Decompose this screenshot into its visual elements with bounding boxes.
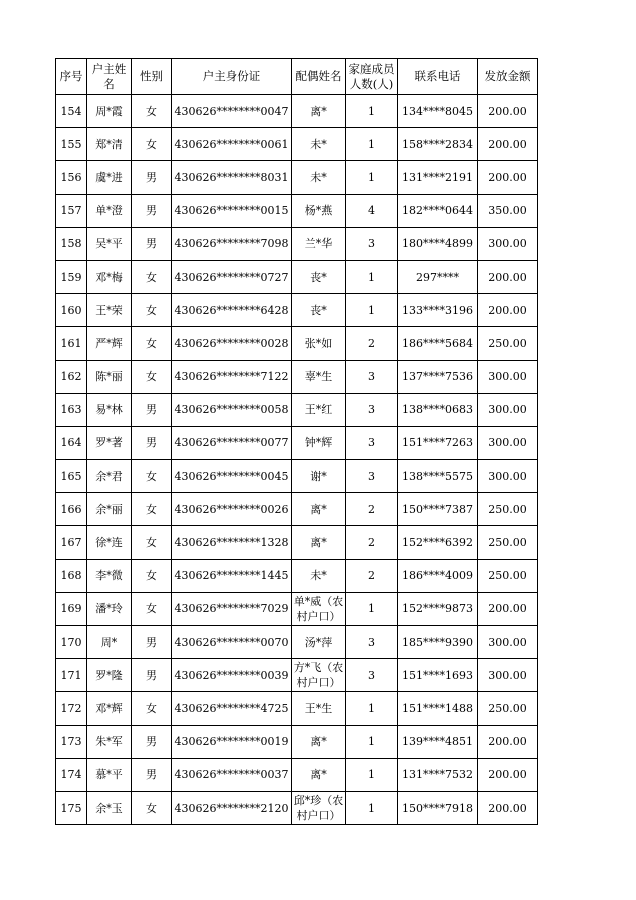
cell-phone: 150****7918 — [398, 791, 478, 824]
table-row — [56, 493, 538, 526]
cell-id-number: 430626********0061 — [172, 128, 292, 161]
cell-householder-name: 邓*梅 — [87, 260, 132, 293]
table-row — [56, 260, 538, 293]
cell-id-number: 430626********1328 — [172, 526, 292, 559]
table-row — [56, 460, 538, 493]
cell-householder-name: 罗*著 — [87, 426, 132, 459]
cell-family-size: 2 — [346, 493, 398, 526]
cell-seq: 155 — [56, 128, 87, 161]
cell-spouse-name: 离* — [292, 758, 346, 791]
cell-gender: 女 — [132, 294, 172, 327]
cell-seq: 170 — [56, 626, 87, 659]
table-row — [56, 791, 538, 824]
cell-seq: 161 — [56, 327, 87, 360]
cell-householder-name: 邓*辉 — [87, 692, 132, 725]
header-family-size: 家庭成员人数(人) — [346, 59, 398, 95]
cell-gender: 女 — [132, 460, 172, 493]
cell-seq: 174 — [56, 758, 87, 791]
cell-id-number: 430626********0058 — [172, 393, 292, 426]
cell-phone: 151****1488 — [398, 692, 478, 725]
cell-family-size: 1 — [346, 128, 398, 161]
header-id-number: 户主身份证 — [172, 59, 292, 95]
cell-seq: 164 — [56, 426, 87, 459]
cell-id-number: 430626********0037 — [172, 758, 292, 791]
cell-spouse-name: 丧* — [292, 260, 346, 293]
cell-phone: 150****7387 — [398, 493, 478, 526]
table-row — [56, 95, 538, 128]
cell-phone: 158****2834 — [398, 128, 478, 161]
cell-householder-name: 徐*连 — [87, 526, 132, 559]
cell-gender: 男 — [132, 659, 172, 692]
cell-gender: 女 — [132, 260, 172, 293]
cell-phone: 133****3196 — [398, 294, 478, 327]
cell-id-number: 430626********0019 — [172, 725, 292, 758]
cell-family-size: 1 — [346, 95, 398, 128]
cell-gender: 女 — [132, 128, 172, 161]
cell-amount: 200.00 — [478, 592, 538, 625]
cell-family-size: 3 — [346, 393, 398, 426]
table-row — [56, 725, 538, 758]
cell-family-size: 1 — [346, 161, 398, 194]
cell-householder-name: 吴*平 — [87, 227, 132, 260]
cell-seq: 157 — [56, 194, 87, 227]
cell-id-number: 430626********0028 — [172, 327, 292, 360]
cell-gender: 男 — [132, 426, 172, 459]
household-subsidy-table — [55, 58, 538, 825]
cell-amount: 350.00 — [478, 194, 538, 227]
cell-seq: 158 — [56, 227, 87, 260]
table-row — [56, 327, 538, 360]
cell-phone: 186****4009 — [398, 559, 478, 592]
cell-family-size: 1 — [346, 692, 398, 725]
cell-amount: 300.00 — [478, 460, 538, 493]
cell-seq: 162 — [56, 360, 87, 393]
cell-seq: 175 — [56, 791, 87, 824]
cell-seq: 168 — [56, 559, 87, 592]
cell-householder-name: 易*林 — [87, 393, 132, 426]
cell-spouse-name: 王*红 — [292, 393, 346, 426]
cell-spouse-name: 未* — [292, 128, 346, 161]
cell-id-number: 430626********0015 — [172, 194, 292, 227]
cell-phone: 152****9873 — [398, 592, 478, 625]
cell-gender: 女 — [132, 360, 172, 393]
cell-seq: 171 — [56, 659, 87, 692]
cell-amount: 200.00 — [478, 725, 538, 758]
cell-amount: 300.00 — [478, 426, 538, 459]
cell-phone: 182****0644 — [398, 194, 478, 227]
cell-family-size: 3 — [346, 626, 398, 659]
cell-gender: 女 — [132, 559, 172, 592]
cell-spouse-name: 辜*生 — [292, 360, 346, 393]
cell-spouse-name: 邱*珍（农村户口） — [292, 791, 346, 824]
cell-gender: 女 — [132, 493, 172, 526]
header-row — [56, 59, 538, 95]
cell-seq: 172 — [56, 692, 87, 725]
cell-amount: 250.00 — [478, 327, 538, 360]
cell-gender: 女 — [132, 95, 172, 128]
table-row — [56, 592, 538, 625]
cell-householder-name: 虞*进 — [87, 161, 132, 194]
cell-householder-name: 周*霞 — [87, 95, 132, 128]
cell-family-size: 1 — [346, 725, 398, 758]
cell-id-number: 430626********2120 — [172, 791, 292, 824]
cell-family-size: 3 — [346, 227, 398, 260]
cell-family-size: 1 — [346, 260, 398, 293]
table-row — [56, 128, 538, 161]
cell-spouse-name: 离* — [292, 95, 346, 128]
cell-phone: 131****2191 — [398, 161, 478, 194]
cell-gender: 女 — [132, 327, 172, 360]
cell-spouse-name: 方*飞（农村户口） — [292, 659, 346, 692]
cell-amount: 300.00 — [478, 360, 538, 393]
cell-id-number: 430626********0047 — [172, 95, 292, 128]
cell-spouse-name: 钟*辉 — [292, 426, 346, 459]
cell-seq: 163 — [56, 393, 87, 426]
cell-family-size: 2 — [346, 327, 398, 360]
cell-spouse-name: 离* — [292, 526, 346, 559]
cell-id-number: 430626********4725 — [172, 692, 292, 725]
cell-phone: 297**** — [398, 260, 478, 293]
cell-phone: 137****7536 — [398, 360, 478, 393]
table-row — [56, 194, 538, 227]
cell-amount: 250.00 — [478, 526, 538, 559]
cell-householder-name: 余*玉 — [87, 791, 132, 824]
cell-phone: 151****7263 — [398, 426, 478, 459]
cell-householder-name: 余*君 — [87, 460, 132, 493]
cell-family-size: 4 — [346, 194, 398, 227]
cell-amount: 200.00 — [478, 791, 538, 824]
header-phone: 联系电话 — [398, 59, 478, 95]
cell-family-size: 1 — [346, 758, 398, 791]
cell-spouse-name: 单*威（农村户口） — [292, 592, 346, 625]
table-row — [56, 161, 538, 194]
cell-amount: 300.00 — [478, 659, 538, 692]
cell-householder-name: 王*荣 — [87, 294, 132, 327]
cell-phone: 185****9390 — [398, 626, 478, 659]
cell-id-number: 430626********0077 — [172, 426, 292, 459]
cell-householder-name: 陈*丽 — [87, 360, 132, 393]
cell-spouse-name: 谢* — [292, 460, 346, 493]
header-householder-name: 户主姓名 — [87, 59, 132, 95]
cell-householder-name: 朱*军 — [87, 725, 132, 758]
cell-gender: 男 — [132, 227, 172, 260]
cell-phone: 180****4899 — [398, 227, 478, 260]
cell-amount: 250.00 — [478, 692, 538, 725]
cell-phone: 138****0683 — [398, 393, 478, 426]
cell-id-number: 430626********6428 — [172, 294, 292, 327]
cell-amount: 200.00 — [478, 95, 538, 128]
cell-householder-name: 严*辉 — [87, 327, 132, 360]
cell-phone: 151****1693 — [398, 659, 478, 692]
cell-spouse-name: 杨*燕 — [292, 194, 346, 227]
cell-id-number: 430626********0727 — [172, 260, 292, 293]
cell-amount: 200.00 — [478, 260, 538, 293]
cell-phone: 139****4851 — [398, 725, 478, 758]
cell-seq: 165 — [56, 460, 87, 493]
cell-family-size: 1 — [346, 791, 398, 824]
table-row — [56, 393, 538, 426]
cell-amount: 200.00 — [478, 161, 538, 194]
cell-householder-name: 郑*清 — [87, 128, 132, 161]
cell-id-number: 430626********0070 — [172, 626, 292, 659]
header-amount: 发放金额 — [478, 59, 538, 95]
cell-amount: 200.00 — [478, 758, 538, 791]
cell-householder-name: 潘*玲 — [87, 592, 132, 625]
cell-family-size: 3 — [346, 360, 398, 393]
cell-gender: 男 — [132, 725, 172, 758]
cell-spouse-name: 丧* — [292, 294, 346, 327]
table-row — [56, 626, 538, 659]
cell-gender: 男 — [132, 161, 172, 194]
cell-gender: 女 — [132, 692, 172, 725]
table-row — [56, 227, 538, 260]
table-row — [56, 692, 538, 725]
cell-family-size: 1 — [346, 294, 398, 327]
cell-seq: 169 — [56, 592, 87, 625]
table-row — [56, 659, 538, 692]
cell-phone: 186****5684 — [398, 327, 478, 360]
table-row — [56, 758, 538, 791]
cell-family-size: 2 — [346, 559, 398, 592]
cell-phone: 134****8045 — [398, 95, 478, 128]
table-row — [56, 526, 538, 559]
cell-seq: 154 — [56, 95, 87, 128]
cell-id-number: 430626********7122 — [172, 360, 292, 393]
cell-seq: 167 — [56, 526, 87, 559]
cell-gender: 女 — [132, 791, 172, 824]
cell-gender: 男 — [132, 393, 172, 426]
cell-spouse-name: 未* — [292, 161, 346, 194]
cell-gender: 女 — [132, 526, 172, 559]
cell-seq: 160 — [56, 294, 87, 327]
cell-seq: 159 — [56, 260, 87, 293]
header-spouse-name: 配偶姓名 — [292, 59, 346, 95]
cell-amount: 250.00 — [478, 559, 538, 592]
cell-id-number: 430626********8031 — [172, 161, 292, 194]
cell-householder-name: 周* — [87, 626, 132, 659]
header-seq: 序号 — [56, 59, 87, 95]
cell-householder-name: 余*丽 — [87, 493, 132, 526]
cell-spouse-name: 汤*萍 — [292, 626, 346, 659]
cell-amount: 200.00 — [478, 128, 538, 161]
cell-family-size: 3 — [346, 426, 398, 459]
cell-amount: 200.00 — [478, 294, 538, 327]
cell-spouse-name: 王*生 — [292, 692, 346, 725]
table-row — [56, 360, 538, 393]
cell-id-number: 430626********1445 — [172, 559, 292, 592]
cell-gender: 男 — [132, 194, 172, 227]
cell-phone: 152****6392 — [398, 526, 478, 559]
cell-id-number: 430626********7098 — [172, 227, 292, 260]
cell-id-number: 430626********0045 — [172, 460, 292, 493]
cell-amount: 300.00 — [478, 626, 538, 659]
cell-id-number: 430626********7029 — [172, 592, 292, 625]
cell-amount: 300.00 — [478, 393, 538, 426]
cell-spouse-name: 离* — [292, 725, 346, 758]
cell-spouse-name: 离* — [292, 493, 346, 526]
table-row — [56, 294, 538, 327]
header-gender: 性别 — [132, 59, 172, 95]
cell-id-number: 430626********0026 — [172, 493, 292, 526]
cell-family-size: 1 — [346, 592, 398, 625]
cell-householder-name: 李*微 — [87, 559, 132, 592]
cell-family-size: 2 — [346, 526, 398, 559]
cell-amount: 250.00 — [478, 493, 538, 526]
cell-spouse-name: 未* — [292, 559, 346, 592]
cell-id-number: 430626********0039 — [172, 659, 292, 692]
cell-gender: 男 — [132, 758, 172, 791]
cell-householder-name: 罗*隆 — [87, 659, 132, 692]
cell-amount: 300.00 — [478, 227, 538, 260]
cell-seq: 156 — [56, 161, 87, 194]
cell-seq: 173 — [56, 725, 87, 758]
cell-phone: 138****5575 — [398, 460, 478, 493]
table-row — [56, 426, 538, 459]
cell-phone: 131****7532 — [398, 758, 478, 791]
cell-gender: 女 — [132, 592, 172, 625]
cell-family-size: 3 — [346, 460, 398, 493]
table-row — [56, 559, 538, 592]
cell-spouse-name: 兰*华 — [292, 227, 346, 260]
cell-householder-name: 单*澄 — [87, 194, 132, 227]
cell-gender: 男 — [132, 626, 172, 659]
cell-family-size: 3 — [346, 659, 398, 692]
cell-seq: 166 — [56, 493, 87, 526]
cell-householder-name: 慕*平 — [87, 758, 132, 791]
cell-spouse-name: 张*如 — [292, 327, 346, 360]
